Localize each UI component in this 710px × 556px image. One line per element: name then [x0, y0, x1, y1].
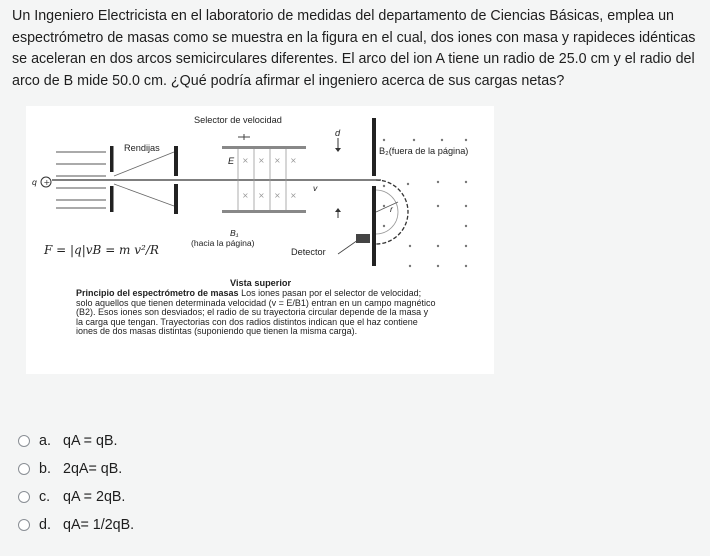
velocity-selector	[222, 134, 306, 213]
figure-caption	[76, 289, 436, 337]
svg-text:×: ×	[258, 191, 265, 200]
b1-label: B₁	[230, 228, 239, 238]
b2-label: B₂(fuera de la página)	[379, 146, 469, 156]
option-text: qA = 2qB.	[63, 489, 126, 505]
svg-text:×: ×	[274, 156, 281, 165]
caption-body: Los iones pasan por el selector de velocidad; solo aquellos que tienen determinada velocidad (v = E/B1) entran en un campo magnético (B2). Esos iones son desviados; el radio de su trayectoria circular depende de la masa y la carga que tengan. Trayectorias con dos radios distintos indican que el haz contiene iones de dos masas distintas (suponiendo que tienen la misma carga).	[76, 288, 436, 337]
option-letter: d.	[39, 517, 51, 533]
v-label: v	[313, 183, 318, 193]
top-view-label: Vista superior	[230, 278, 292, 288]
option-c[interactable]	[18, 486, 134, 508]
b1-direction-label: (hacia la página)	[191, 238, 255, 248]
slits-label: Rendijas	[124, 143, 160, 153]
svg-text:×: ×	[242, 156, 249, 165]
caption-title: Principio del espectrómetro de masas	[76, 288, 239, 298]
option-letter: a.	[39, 433, 51, 449]
detector-block	[356, 234, 370, 243]
svg-text:×: ×	[258, 156, 265, 165]
r-label: r	[390, 204, 393, 214]
detector-label: Detector	[291, 247, 326, 257]
option-letter: c.	[39, 489, 51, 505]
question-text: Un Ingeniero Electricista en el laboratorio de medidas del departamento de Ciencias Básicas, emplea un espectrómetro de masas como se muestra en la figura en el cual, dos iones con masa y rapideces idénticas se aceleran en dos arcos semicirculares diferentes. El arco del ion A tiene un radio de 25.0 cm y el radio del arco de B mide 50.0 cm. ¿Qué podría afirmar el ingeniero acerca de sus cargas netas?	[12, 8, 696, 89]
force-formula: F = |q|vB = m v²/R	[44, 243, 159, 257]
selector-label: Selector de velocidad	[194, 115, 282, 125]
answer-options	[18, 430, 134, 542]
option-a[interactable]	[18, 430, 134, 452]
radio-icon[interactable]	[18, 491, 30, 503]
option-d[interactable]	[18, 514, 134, 536]
radio-icon[interactable]	[18, 519, 30, 531]
d-label: d	[335, 128, 341, 138]
svg-text:+: +	[43, 178, 51, 187]
option-text: qA = qB.	[63, 433, 118, 449]
mass-spectrometer-figure	[26, 106, 494, 374]
option-b[interactable]	[18, 458, 134, 480]
option-text: qA= 1/2qB.	[63, 517, 135, 533]
svg-text:×: ×	[242, 191, 249, 200]
radio-icon[interactable]	[18, 463, 30, 475]
svg-text:×: ×	[290, 156, 297, 165]
radio-icon[interactable]	[18, 435, 30, 447]
e-field-label: E	[228, 156, 235, 166]
svg-text:×: ×	[290, 191, 297, 200]
option-text: 2qA= qB.	[63, 461, 123, 477]
q-label: q	[32, 177, 37, 187]
option-letter: b.	[39, 461, 51, 477]
svg-text:×: ×	[274, 191, 281, 200]
